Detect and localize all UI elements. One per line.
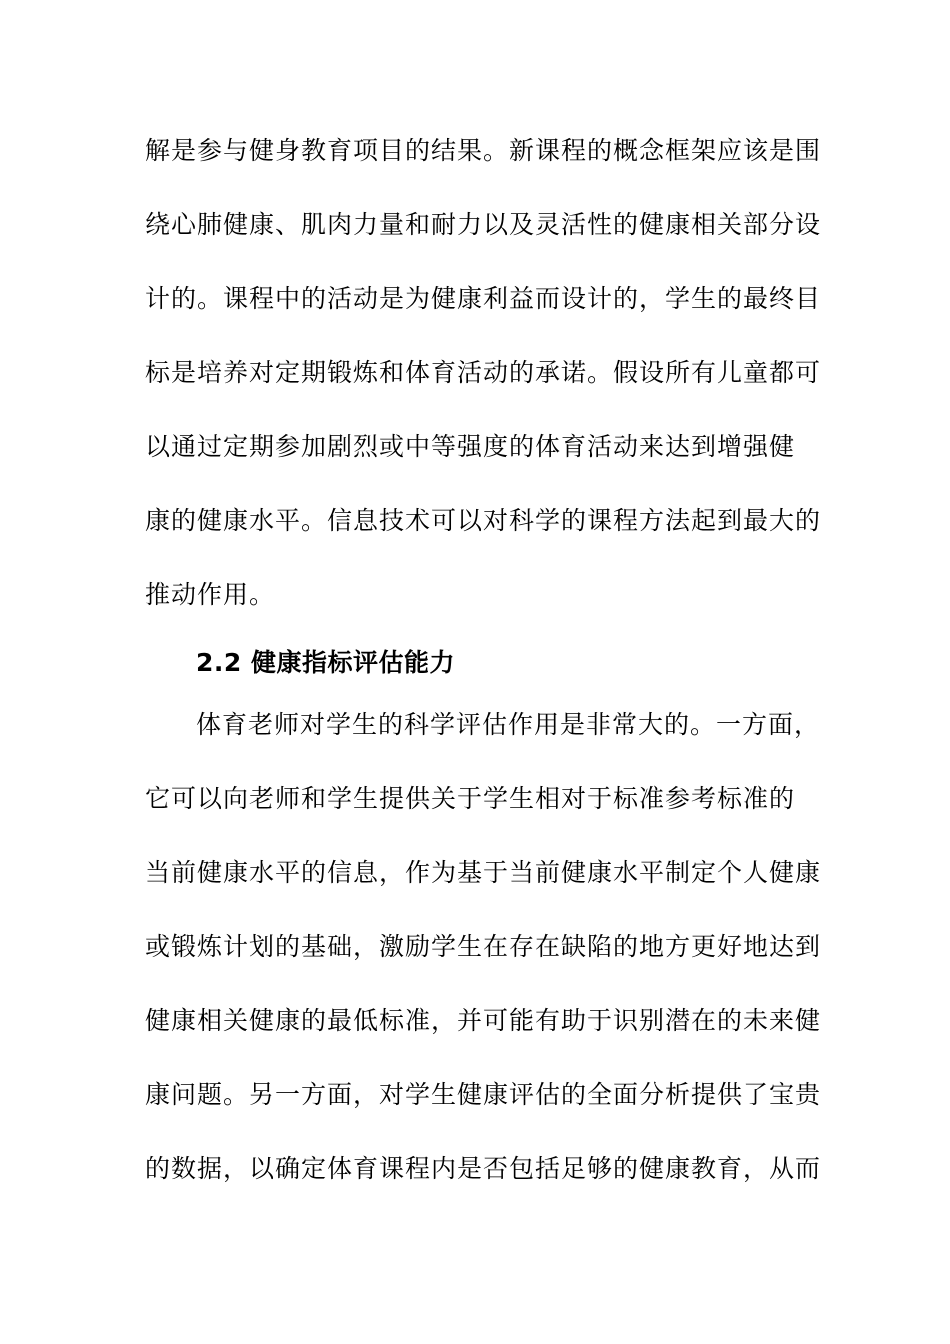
paragraph-line: 标是培养对定期锻炼和体育活动的承诺。假设所有儿童都可 — [145, 358, 822, 387]
paragraph-line: 它可以向老师和学生提供关于学生相对于标准参考标准的 — [145, 784, 796, 813]
section-heading: 2.2 健康指标评估能力 — [196, 648, 455, 677]
paragraph-line: 体育老师对学生的科学评估作用是非常大的。一方面， — [196, 710, 821, 739]
paragraph-line: 的数据，以确定体育课程内是否包括足够的健康教育，从而 — [145, 1154, 822, 1183]
paragraph-line: 或锻炼计划的基础，激励学生在存在缺陷的地方更好地达到 — [145, 932, 822, 961]
paragraph-line: 康问题。另一方面，对学生健康评估的全面分析提供了宝贵 — [145, 1080, 822, 1109]
paragraph-line: 计的。课程中的活动是为健康利益而设计的，学生的最终目 — [145, 284, 822, 313]
paragraph-line: 康的健康水平。信息技术可以对科学的课程方法起到最大的 — [145, 506, 822, 535]
paragraph-line: 解是参与健身教育项目的结果。新课程的概念框架应该是围 — [145, 136, 822, 165]
paragraph-line: 健康相关健康的最低标准，并可能有助于识别潜在的未来健 — [145, 1006, 822, 1035]
paragraph-line: 当前健康水平的信息，作为基于当前健康水平制定个人健康 — [145, 858, 822, 887]
paragraph-line: 以通过定期参加剧烈或中等强度的体育活动来达到增强健 — [145, 432, 796, 461]
paragraph-line: 绕心肺健康、肌肉力量和耐力以及灵活性的健康相关部分设 — [145, 210, 822, 239]
paragraph-line: 推动作用。 — [145, 580, 276, 609]
